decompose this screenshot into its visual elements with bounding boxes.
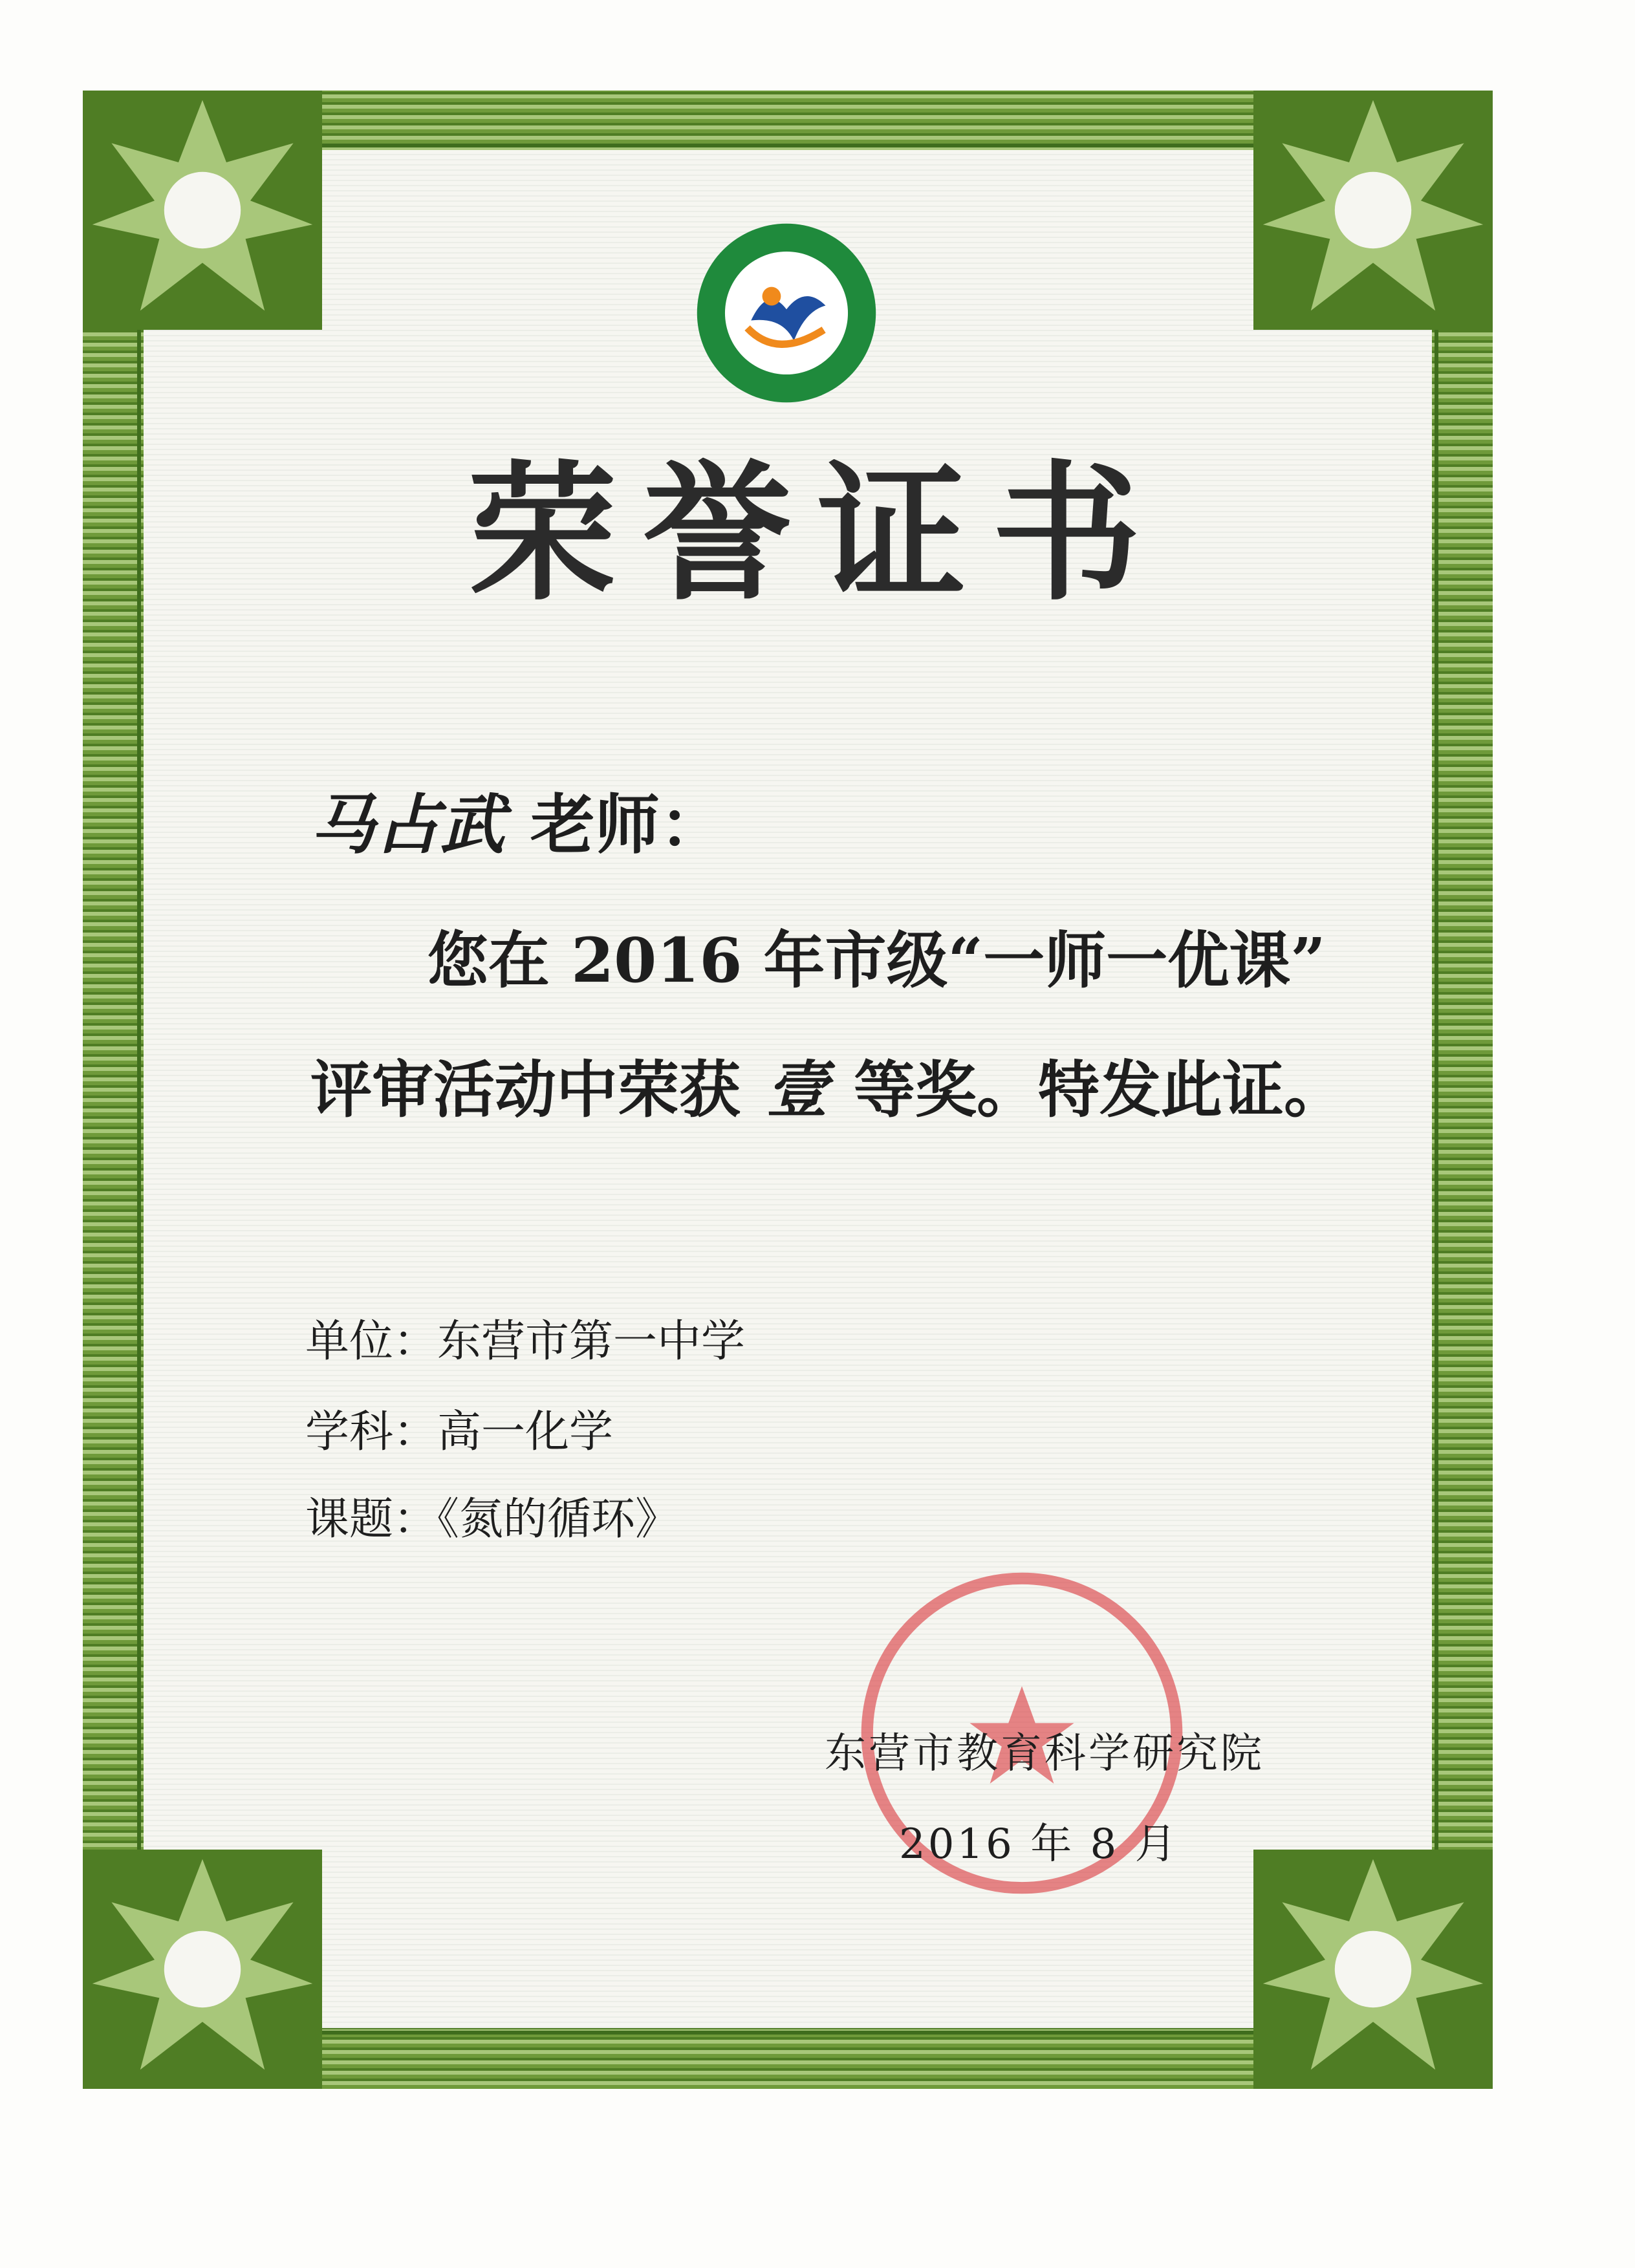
unit-field: 单位：东营市第一中学 xyxy=(305,1316,746,1367)
issue-date: 2016 年 8 月 xyxy=(899,1820,1179,1868)
recipient-role: 老师： xyxy=(530,786,724,863)
subject-field: 学科：高一化学 xyxy=(305,1407,614,1458)
award-text-prefix: 评审活动中荣获 xyxy=(310,1054,741,1126)
award-text-suffix: 等奖。特发此证。 xyxy=(854,1054,1346,1126)
prize-rank: 壹 xyxy=(766,1054,828,1126)
award-text-line-1: 您在 2016 年市级“一师一优课” xyxy=(427,925,1326,997)
corner-ornament-top-left xyxy=(83,91,322,330)
award-text-line-2 xyxy=(310,1041,1345,1129)
topic-field: 课题：《氮的循环》 xyxy=(305,1494,680,1545)
certificate-title: 荣誉证书 xyxy=(468,448,1167,621)
corner-ornament-top-right xyxy=(1253,91,1493,330)
recipient-name: 马占武 xyxy=(310,786,504,863)
dongying-education-logo xyxy=(693,220,880,406)
recipient-line xyxy=(310,773,724,866)
corner-ornament-bottom-left xyxy=(83,1850,322,2089)
issuer-name: 东营市教育科学研究院 xyxy=(825,1730,1264,1778)
corner-ornament-bottom-right xyxy=(1253,1850,1493,2089)
